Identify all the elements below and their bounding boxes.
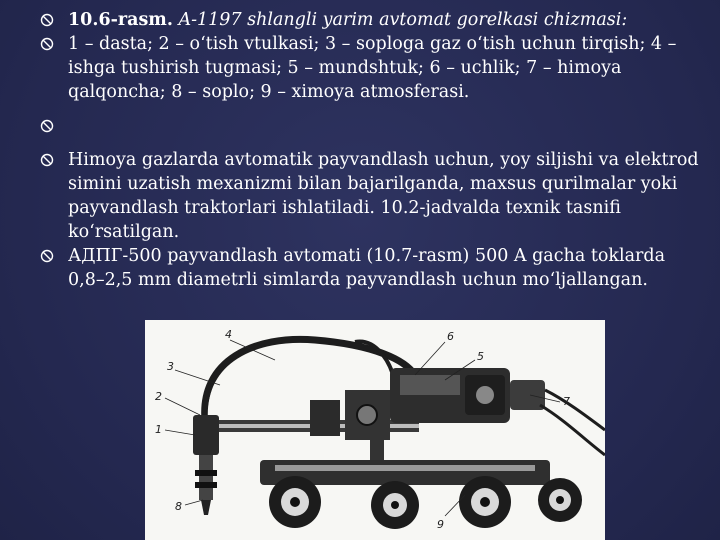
figure-label-9: 9: [437, 518, 444, 531]
caption-title: A-1197 shlangli yarim avtomat gorelkasi chizmasi:: [178, 10, 628, 30]
figure-label-4: 4: [225, 328, 232, 341]
figure-label-1: 1: [155, 423, 162, 436]
figure-label-6: 6: [447, 330, 454, 343]
figure-label-7: 7: [563, 395, 570, 408]
paragraph-2: АДПГ-500 payvandlash avtomati (10.7-rasm) 500 A gacha toklarda 0,8–2,5 mm diametrli simlarda payvandlash uchun mo‘ljallangan.: [68, 246, 666, 290]
bullet-legend: [40, 32, 700, 104]
bullet-icon: [40, 119, 54, 133]
figure-label-2: 2: [155, 390, 162, 403]
figure-label-8: 8: [175, 500, 182, 513]
figure-label-5: 5: [477, 350, 484, 363]
bullet-paragraph-2: [40, 244, 700, 292]
bullet-caption: [40, 8, 700, 32]
caption-number: 10.6-rasm.: [68, 10, 173, 30]
bullet-list: [40, 8, 700, 292]
welding-tractor-drawing: [145, 320, 605, 540]
bullet-empty: [40, 114, 700, 138]
legend-text: 1 – dasta; 2 – o‘tish vtulkasi; 3 – soploga gaz o‘tish uchun tirqish; 4 – ishga tushirish tugmasi; 5 – mundshtuk; 6 – uchlik; 7 – himoya qalqoncha; 8 – soplo; 9 – ximoya atmosferasi.: [68, 34, 677, 102]
paragraph-1: Himoya gazlarda avtomatik payvandlash uchun, yoy siljishi va elektrod simini uzatish mexanizmi bilan bajarilganda, maxsus qurilmalar yoki payvandlash traktorlari ishlatiladi. 10.2-jadvalda texnik tasnifi ko‘rsatilgan.: [68, 150, 699, 242]
bullet-icon: [40, 13, 54, 27]
bullet-icon: [40, 153, 54, 167]
figure-welding-tractor: [145, 320, 605, 540]
bullet-icon: [40, 249, 54, 263]
figure-label-3: 3: [167, 360, 174, 373]
bullet-icon: [40, 37, 54, 51]
bullet-paragraph-1: [40, 148, 700, 244]
